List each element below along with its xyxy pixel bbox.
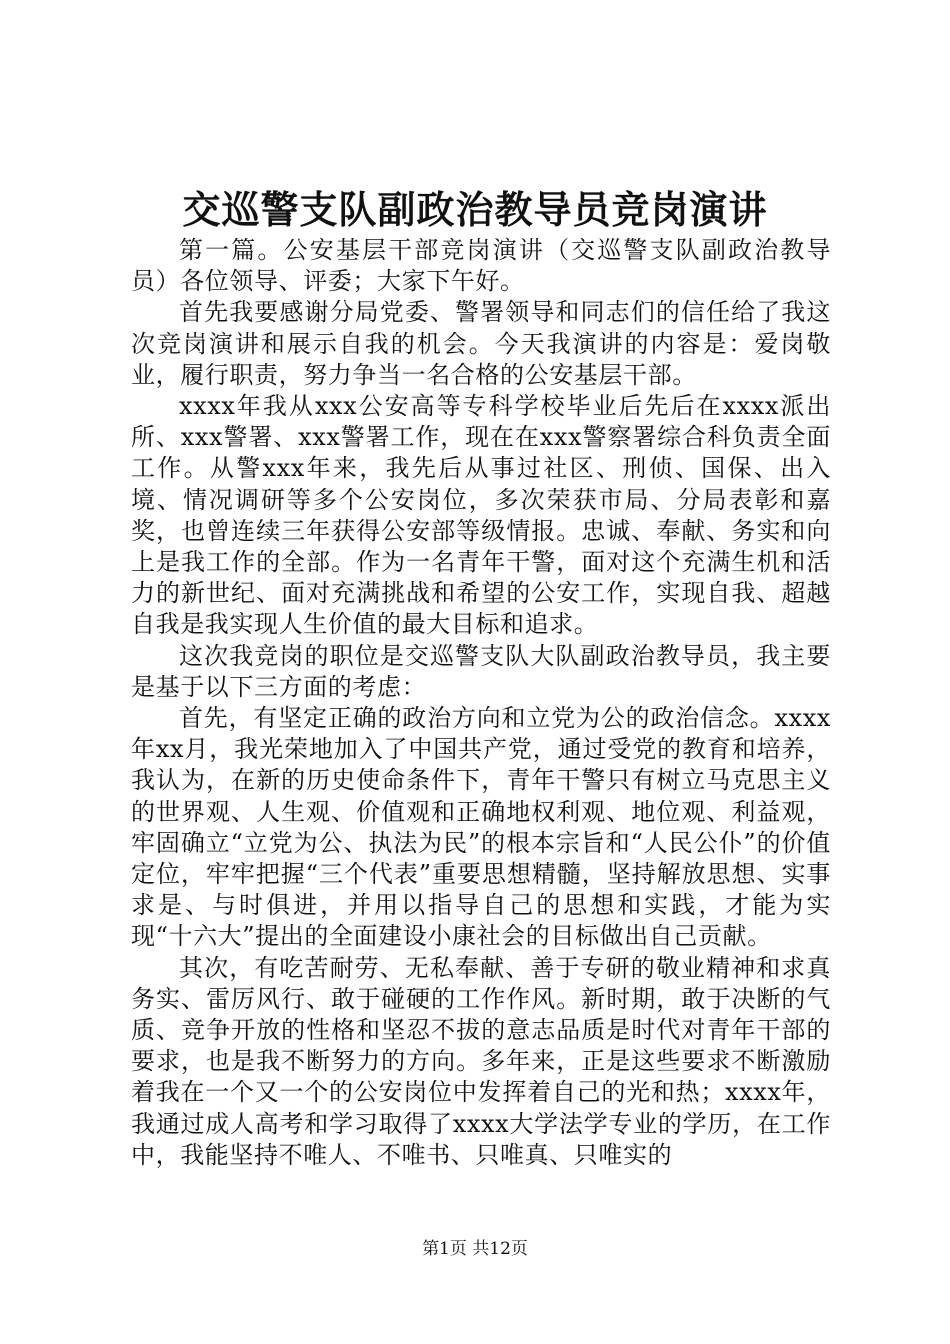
- paragraph: 首先，有坚定正确的政治方向和立党为公的政治信念。xxxx年xx月，我光荣地加入了中国共产党，通过受党的教育和培养，我认为，在新的历史使命条件下，青年干警只有树立马克思主义的世界观、人生观、价值观和正确地权利观、地位观、利益观，牢固确立“立党为公、执法为民”的根本宗旨和“人民公仆”的价值定位，牢牢把握“三个代表”重要思想精髓，坚持解放思想、实事求是、与时俱进，并用以指导自己的思想和实践，才能为实现“十六大”提出的全面建设小康社会的目标做出自己贡献。: [131, 704, 831, 951]
- paragraph: 第一篇。公安基层干部竞岗演讲（交巡警支队副政治教导员）各位领导、评委；大家下午好。: [131, 236, 831, 296]
- document-body: [131, 235, 831, 1171]
- paragraph: 这次我竞岗的职位是交巡警支队大队副政治教导员，我主要是基于以下三方面的考虑：: [131, 641, 831, 701]
- paragraph: xxxx年我从xxx公安高等专科学校毕业后先后在xxxx派出所、xxx警署、xxx警署工作，现在在xxx警察署综合科负责全面工作。从警xxx年来，我先后从事过社区、刑侦、国保、出入境、情况调研等多个公安岗位，多次荣获市局、分局表彰和嘉奖，也曾连续三年获得公安部等级情报。忠诚、奉献、务实和向上是我工作的全部。作为一名青年干警，面对这个充满生机和活力的新世纪、面对充满挑战和希望的公安工作，实现自我、超越自我是我实现人生价值的最大目标和追求。: [131, 392, 831, 639]
- page-number-footer: 第1页 共12页: [422, 1239, 528, 1259]
- paragraph: 其次，有吃苦耐劳、无私奉献、善于专研的敬业精神和求真务实、雷厉风行、敢于碰硬的工作作风。新时期，敢于决断的气质、竞争开放的性格和坚忍不拔的意志品质是时代对青年干部的要求，也是我不断努力的方向。多年来，正是这些要求不断激励着我在一个又一个的公安岗位中发挥着自己的光和热；xxxx年，我通过成人高考和学习取得了xxxx大学法学专业的学历，在工作中，我能坚持不唯人、不唯书、只唯真、只唯实的: [131, 953, 831, 1169]
- paragraph: 首先我要感谢分局党委、警署领导和同志们的信任给了我这次竞岗演讲和展示自我的机会。今天我演讲的内容是：爱岗敬业，履行职责，努力争当一名合格的公安基层干部。: [131, 298, 831, 389]
- document-title: 交巡警支队副政治教导员竞岗演讲: [182, 188, 768, 232]
